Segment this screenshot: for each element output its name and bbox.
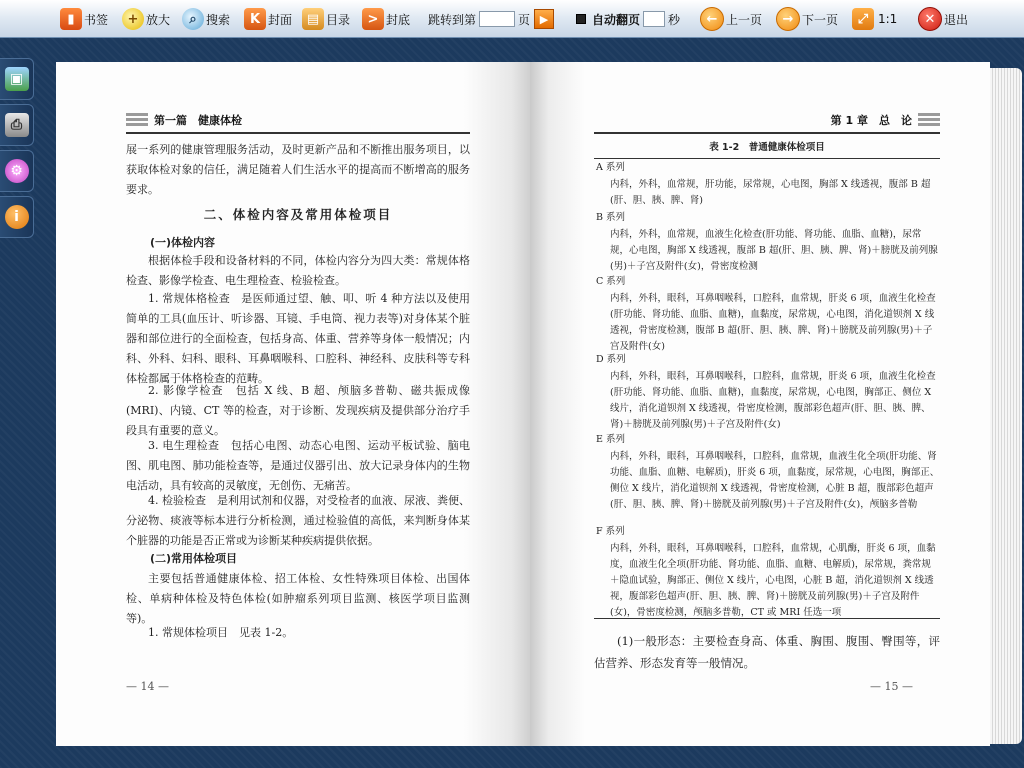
info-icon: i <box>5 205 29 229</box>
seconds-label: 秒 <box>668 12 681 27</box>
fit-icon: ⤢ <box>852 8 874 30</box>
close-icon: ✕ <box>918 7 942 31</box>
actual-size-button[interactable] <box>852 6 897 32</box>
arrow-right-icon: → <box>776 7 800 31</box>
search-icon: ⌕ <box>182 8 204 30</box>
paragraph: 主要包括普通健康体检、招工体检、女性特殊项目体检、出国体检、单病种体检及特色体检(如肿瘤系列项目监测、核医学项目监测等)。 <box>126 572 470 625</box>
subsection-heading: (一)体检内容 <box>150 236 216 249</box>
auto-flip-label: 自动翻页 <box>592 12 641 27</box>
arrow-left-icon: ← <box>700 7 724 31</box>
side-print-button[interactable] <box>0 104 34 146</box>
series-label: E 系列 <box>596 434 625 445</box>
ratio-label: 1:1 <box>878 12 898 26</box>
series-content: 内科，外科，眼科，耳鼻咽喉科，口腔科，血常规，肝炎 6 项，血液生化检查(肝功能、肾功能、血脂、血糖)，血黏度，尿常规，心电图，胸部正、侧位 X 线片，消化道钡剂 X 线透视，骨密度检测，腹部彩色超声(肝、胆、胰、脾、肾)＋膀胱及前列腺(男)＋子宫及附件(女) <box>610 371 936 430</box>
side-info-button[interactable] <box>0 196 34 238</box>
series-content: 内科，外科，血常规，血液生化检查(肝功能、肾功能、血脂、血糖)，尿常规，心电图，胸部 X 线透视，腹部 B 超(肝、胆、胰、脾、肾)＋膀胱及前列腺(男)＋子宫及附件(女)，骨密度检测 <box>610 229 938 272</box>
jump-prefix: 跳转到第 <box>428 12 477 27</box>
table-title: 表 1-2 普通健康体检项目 <box>709 142 825 153</box>
cover-icon: K <box>244 8 266 30</box>
series-label: C 系列 <box>596 276 626 287</box>
book-icon: ▤ <box>302 8 324 30</box>
side-settings-button[interactable] <box>0 150 34 192</box>
exit-label: 退出 <box>944 12 969 27</box>
page-number: — 15 — <box>870 680 913 693</box>
paragraph: (1)一般形态：主要检查身高、体重、胸围、腹围、臀围等，评估营养、形态发育等一般情况。 <box>594 634 940 670</box>
settings-icon: ⚙ <box>5 159 29 183</box>
left-page[interactable] <box>56 62 530 746</box>
search-label: 搜索 <box>206 12 231 27</box>
page-number: — 14 — <box>126 680 169 693</box>
section-heading: 二、体检内容及常用体检项目 <box>203 207 393 222</box>
go-button[interactable]: ▶ <box>534 9 554 29</box>
exit-button[interactable] <box>918 6 968 32</box>
left-running-header <box>126 110 486 130</box>
header-bars-icon <box>918 113 940 127</box>
print-icon: ⎙ <box>5 113 29 137</box>
series-content: 内科，外科，血常规，肝功能，尿常规，心电图，胸部 X 线透视，腹部 B 超(肝、胆、胰、脾、肾) <box>610 179 931 206</box>
header-bars-icon <box>126 113 148 127</box>
series-label: A 系列 <box>596 162 625 173</box>
right-header-text: 第 1 章 总 论 <box>830 114 912 127</box>
next-label: 下一页 <box>802 12 839 27</box>
subsection-heading: (二)常用体检项目 <box>150 552 238 565</box>
paragraph: 展一系列的健康管理服务活动，及时更新产品和不断推出服务项目，以获取体检对象的信任，满足随着人们生活水平的提高而不断增高的服务要求。 <box>126 143 470 196</box>
right-header-rule <box>594 132 940 134</box>
table-top-rule <box>594 158 940 159</box>
auto-flip-seconds-input[interactable] <box>643 11 665 27</box>
auto-flip-checkbox[interactable] <box>576 14 586 24</box>
left-header-text: 第一篇 健康体检 <box>154 114 242 127</box>
cover-button[interactable] <box>244 6 292 32</box>
zoom-in-icon: + <box>122 8 144 30</box>
paragraph: 根据体检手段和设备材料的不同，体检内容分为四大类：常规体格检查、影像学检查、电生理检查、检验检查。 <box>126 254 470 287</box>
right-running-header <box>594 110 940 130</box>
toc-button[interactable] <box>302 6 350 32</box>
back-cover-label: 封底 <box>386 12 411 27</box>
prev-page-button[interactable] <box>700 6 762 32</box>
jump-suffix: 页 <box>518 12 531 27</box>
series-label: F 系列 <box>596 526 625 537</box>
paragraph: 3. 电生理检查 包括心电图、动态心电图、运动平板试验、脑电图、肌电图、肺功能检查等，是通过仪器引出、放大记录身体内的生物电活动，具有较高的灵敏度，无创伤、无痛苦。 <box>126 439 470 492</box>
picture-icon: ▣ <box>5 67 29 91</box>
series-content: 内科，外科，眼科，耳鼻咽喉科，口腔科，血常规，血液生化全项(肝功能、肾功能、血脂、血糖、电解质)，肝炎 6 项，血黏度，尿常规，心电图，胸部正、侧位 X 线片，消化道钡剂 X 线透视，骨密度检测，心脏 B 超，腹部彩色超声(肝、胆、胰、脾、肾)＋膀胱及前列腺(男)＋子宫及附件(女)，颅脑多普勒 <box>610 451 940 510</box>
search-button[interactable] <box>182 6 230 32</box>
paragraph: 2. 影像学检查 包括 X 线、B 超、颅脑多普勒、磁共振成像(MRI)、内镜、CT 等的检查，对于诊断、发现疾病及提供部分治疗手段具有重要的意义。 <box>126 384 470 437</box>
series-content: 内科，外科，眼科，耳鼻咽喉科，口腔科，血常规，肝炎 6 项，血液生化检查(肝功能、肾功能、血脂、血糖)，血黏度，尿常规，心电图，消化道钡剂 X 线透视，骨密度检测，腹部 B 超(肝、胆、胰、脾、肾)＋膀胱及前列腺(男)＋子宫及附件(女) <box>610 293 936 352</box>
bookmark-label: 书签 <box>84 12 109 27</box>
right-page[interactable] <box>530 62 990 746</box>
paragraph: 1. 常规体检项目 见表 1-2。 <box>148 626 294 639</box>
bookmark-icon: ▮ <box>60 8 82 30</box>
page-jump <box>428 6 554 32</box>
page-jump-input[interactable] <box>479 11 515 27</box>
next-page-button[interactable] <box>776 6 838 32</box>
cover-label: 封面 <box>268 12 293 27</box>
paragraph: 4. 检验检查 是利用试剂和仪器，对受检者的血液、尿液、粪便、分泌物、痰液等标本进行分析检测，通过检验值的高低，来判断身体某个脏器的功能是否正常或为诊断某种疾病提供依据。 <box>126 494 470 547</box>
paragraph: 1. 常规体格检查 是医师通过望、触、叩、听 4 种方法以及使用简单的工具(血压计、听诊器、耳镜、手电筒、视力表等)对身体某个脏器和部位进行的全面检查，包括身高、体重、营养等身体一般情况；内科、外科、妇科、眼科、耳鼻咽喉科、口腔科、神经科、皮肤科等专科体检都属于体格检查的范畴。 <box>126 292 470 385</box>
back-cover-button[interactable] <box>362 6 410 32</box>
left-header-rule <box>126 132 470 134</box>
book <box>56 62 1022 746</box>
bookmark-button[interactable] <box>60 6 108 32</box>
back-cover-icon: > <box>362 8 384 30</box>
zoom-button[interactable] <box>122 6 170 32</box>
auto-flip <box>576 6 680 32</box>
toc-label: 目录 <box>326 12 351 27</box>
series-content: 内科，外科，眼科，耳鼻咽喉科，口腔科，血常规，心肌酶，肝炎 6 项，血黏度，血液生化全项(肝功能、肾功能、血脂、血糖、电解质)，尿常规，粪常规＋隐血试验，胸部正、侧位 X 线片，心电图，心脏 B 超，消化道钡剂 X 线透视，腹部彩色超声(肝、胆、胰、脾、肾)＋膀胱及前列腺(男)＋子宫及附件(女)，骨密度检测，颅脑多普勒，CT 或 MRI 任选一项 <box>610 543 936 618</box>
series-label: B 系列 <box>596 212 626 223</box>
series-label: D 系列 <box>596 354 626 365</box>
toolbar <box>0 0 1024 38</box>
side-thumbnail-button[interactable] <box>0 58 34 100</box>
zoom-label: 放大 <box>146 12 171 27</box>
prev-label: 上一页 <box>726 12 763 27</box>
table-bottom-rule <box>594 618 940 619</box>
page-stack <box>986 68 1022 744</box>
